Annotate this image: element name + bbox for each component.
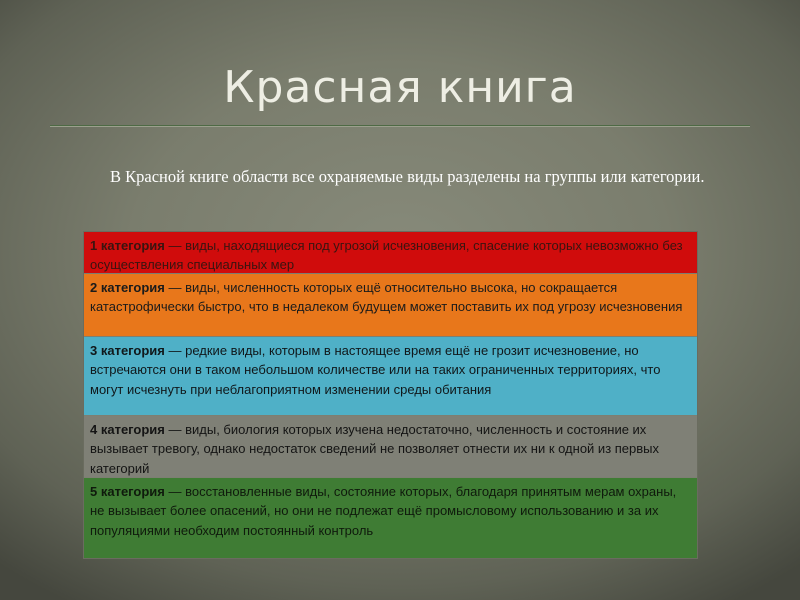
category-description: — виды, численность которых ещё относительно высока, но сокращается катастрофически быстро, что в недалеком будущем может поставить их под угрозу исчезновения — [90, 280, 683, 315]
category-description: — восстановленные виды, состояние которых, благодаря принятым мерам охраны, не вызывает более опасений, но они не подлежат ещё промысловому использованию и за их популяциями необходим постоянный контроль — [90, 484, 677, 538]
category-description: — виды, находящиеся под угрозой исчезновения, спасение которых невозможно без осуществления специальных мер — [90, 238, 683, 273]
intro-paragraph: В Красной книге области все охраняемые виды разделены на группы или категории. — [110, 167, 705, 186]
category-row-4 — [84, 416, 697, 478]
title-divider — [50, 125, 750, 127]
category-description: — виды, биология которых изучена недостаточно, численность и состояние их вызывает тревогу, однако недостаток сведений не позволяет отнести их ни к одной из первых категорий — [90, 422, 660, 476]
category-label: 2 категория — [90, 280, 165, 295]
category-label: 4 категория — [90, 422, 165, 437]
category-row-3 — [84, 337, 697, 416]
category-label: 3 категория — [90, 343, 165, 358]
category-row-5 — [84, 478, 697, 558]
categories-table — [83, 231, 698, 559]
category-row-1 — [84, 232, 697, 274]
category-label: 5 категория — [90, 484, 165, 499]
slide-title: Красная книга — [223, 62, 577, 113]
category-label: 1 категория — [90, 238, 165, 253]
category-description: — редкие виды, которым в настоящее время ещё не грозит исчезновение, но встречаются они в таком небольшом количестве или на таких ограниченных территориях, что могут исчезнуть при неблагоприятном изменении среды обитания — [90, 343, 661, 397]
category-row-2 — [84, 274, 697, 337]
